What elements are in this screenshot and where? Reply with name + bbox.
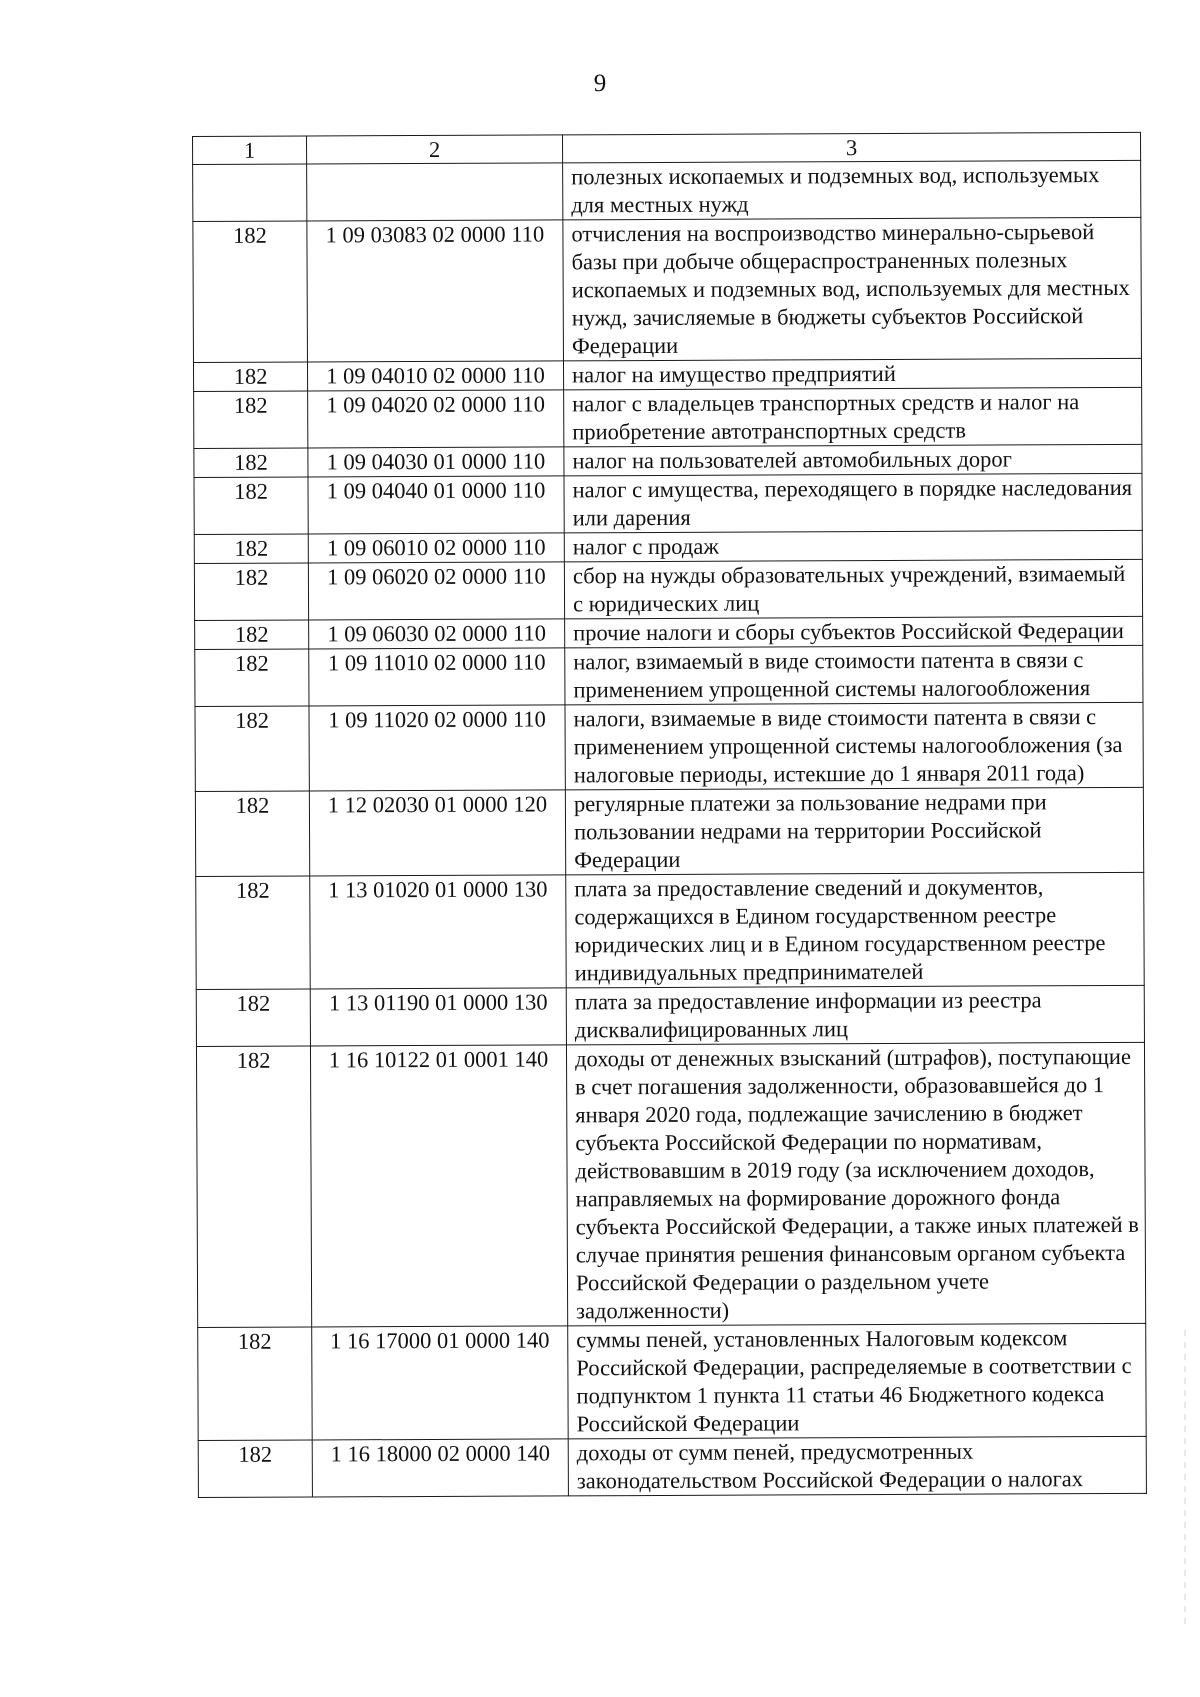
budget-code-cell: 1 09 11020 02 0000 110 [309,705,565,791]
budget-code-cell: 1 12 02030 01 0000 120 [309,790,565,876]
income-name-cell: налог с продаж [564,530,1142,562]
income-name-cell: регулярные платежи за пользование недрами при пользовании недрами на территории Российской Федерации [565,787,1143,875]
income-name-cell: доходы от сумм пеней, предусмотренных законодательством Российской Федерации о налогах [568,1436,1146,1496]
admin-code-cell: 182 [196,989,310,1046]
scan-edge-mark [1184,1330,1186,1630]
income-name-cell: плата за предоставление информации из реестра дисквалифицированных лиц [566,985,1144,1045]
budget-code-cell: 1 09 04040 01 0000 110 [308,476,564,534]
income-name-cell: плата за предоставление сведений и документов, содержащихся в Едином государственном реестре юридических лиц и в Едином государственном реестре индивидуальных предпринимателей [566,872,1144,988]
budget-code-cell: 1 09 03083 02 0000 110 [307,220,564,362]
table-row [194,559,1142,620]
income-name-cell: доходы от денежных взысканий (штрафов), поступающие в счет погашения задолженности, образовавшейся до 1 января 2020 года, подлежащие зачислению в бюджет субъекта Российской Федерации по нормативам, действовавшим в 2019 году (за исключением доходов, направляемых на формирование дорожного фонда субъекта Российской Федерации, а также иных платежей в случае принятия решения финансовым органом субъекта Российской Федерации о раздельном учете задолженности) [566,1042,1145,1326]
income-name-cell: суммы пеней, установленных Налоговым кодексом Российской Федерации, распределяемые в соответствии с подпунктом 1 пункта 11 статьи 46 Бюджетного кодекса Российской Федерации [568,1323,1146,1439]
admin-code-cell: 182 [195,649,309,706]
table-row [195,787,1143,876]
table-row [194,530,1142,563]
income-name-cell: налог с имущества, переходящего в порядке наследования или дарения [564,473,1142,533]
admin-code-cell: 182 [193,221,308,362]
admin-code-cell: 182 [194,448,308,477]
income-name-cell: сбор на нужды образовательных учреждений, взимаемый с юридических лиц [564,559,1142,619]
table-row [194,444,1142,477]
table-row [193,358,1141,391]
budget-code-cell: 1 16 10122 01 0001 140 [310,1045,567,1327]
budget-code-cell: 1 13 01190 01 0000 130 [310,988,566,1046]
table-row [194,387,1142,448]
admin-code-cell: 182 [193,362,307,391]
table-row [194,473,1142,534]
budget-code-cell: 1 09 06010 02 0000 110 [308,533,564,563]
table-row [196,1042,1145,1327]
admin-code-cell: 182 [196,1046,311,1327]
admin-code-cell: 182 [194,534,308,563]
income-name-cell: налог с владельцев транспортных средств и налог на приобретение автотранспортных средств [564,387,1142,447]
income-name-cell: налог на пользователей автомобильных дорог [564,444,1142,476]
admin-code-cell: 182 [194,563,308,620]
income-name-cell: прочие налоги и сборы субъектов Российской Федерации [565,616,1143,648]
header-row [193,132,1141,164]
admin-code-cell: 182 [196,876,310,989]
budget-code-cell: 1 09 11010 02 0000 110 [309,648,565,706]
table-row [198,1323,1146,1440]
admin-code-cell: 182 [198,1327,312,1440]
table-row [196,985,1144,1046]
budget-code-cell: 1 16 17000 01 0000 140 [312,1326,568,1440]
admin-code-cell [193,164,307,221]
table-row [193,160,1141,221]
table-row [195,702,1143,791]
column-header-2: 2 [307,135,563,164]
admin-code-cell: 182 [198,1440,312,1497]
admin-code-cell: 182 [195,791,309,876]
table-row [195,616,1143,649]
budget-code-cell: 1 09 04020 02 0000 110 [308,390,564,448]
admin-code-cell: 182 [195,706,309,791]
table [192,132,1147,1498]
page-number: 9 [593,70,607,97]
column-header-1: 1 [193,136,307,164]
income-name-cell: налог на имущество предприятий [563,358,1141,390]
budget-code-cell: 1 16 18000 02 0000 140 [312,1439,568,1497]
admin-code-cell: 182 [195,620,309,649]
admin-code-cell: 182 [194,477,308,534]
table-row [193,217,1142,362]
budget-code-cell: 1 09 06030 02 0000 110 [309,619,565,649]
budget-code-cell: 1 09 06020 02 0000 110 [308,562,564,620]
budget-code-cell [307,163,563,221]
income-name-cell: налоги, взимаемые в виде стоимости патента в связи с применением упрощенной системы налогообложения (за налоговые периоды, истекшие до 1 января 2011 года) [565,702,1143,790]
budget-code-cell: 1 09 04010 02 0000 110 [307,361,563,391]
column-header-3: 3 [562,132,1140,163]
admin-code-cell: 182 [194,391,308,448]
budget-code-table [192,132,1146,1498]
budget-code-cell: 1 09 04030 01 0000 110 [308,447,564,477]
income-name-cell: налог, взимаемый в виде стоимости патента в связи с применением упрощенной системы налогообложения [565,645,1143,705]
income-name-cell: полезных ископаемых и подземных вод, используемых для местных нужд [563,160,1141,220]
income-name-cell: отчисления на воспроизводство минерально-сырьевой базы при добыче общераспространенных полезных ископаемых и подземных вод, используемых для местных нужд, зачисляемые в бюджеты субъектов Российской Федерации [563,217,1142,361]
table-row [198,1436,1146,1497]
budget-code-cell: 1 13 01020 01 0000 130 [310,875,566,989]
table-row [195,645,1143,706]
table-row [196,872,1144,989]
